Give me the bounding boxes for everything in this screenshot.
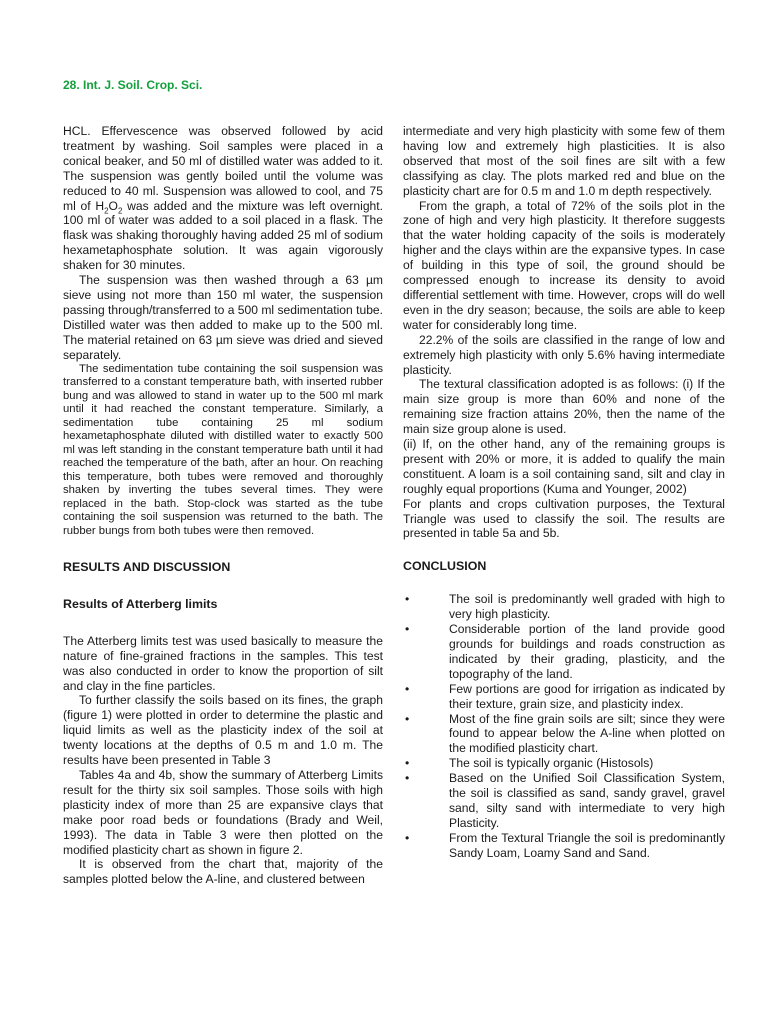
paragraph: (ii) If, on the other hand, any of the remaining groups is present with 20% or more, it is added to qualify the main constituent. A loam is a soil containing sand, silt and clay in roughly equal proportions (Kuma and Younger, 2002) [403, 437, 725, 496]
paragraph: 22.2% of the soils are classified in the range of low and extremely high plasticity with only 5.6% having intermediate plasticity. [403, 332, 725, 377]
conclusion-text: Considerable portion of the land provide good grounds for buildings and roads construction as indicated by their grading, plasticity, and the topography of the land. [449, 622, 725, 681]
conclusion-item [403, 622, 725, 682]
section-heading-conclusion: CONCLUSION [403, 559, 487, 574]
paragraph: Tables 4a and 4b, show the summary of Atterberg Limits result for the thirty six soil samples. Those soils with high plasticity index of more than 25 are expansive clays that make poor road beds or foundations (Brady and Weil, 1993). The data in Table 3 were then plotted on the modified plasticity chart as shown in figure 2. [63, 767, 383, 857]
paragraph: intermediate and very high plasticity with some few of them having low and extremely high plasticities. It is also observed that most of the soil fines are silt with a few classifying as clay. The plots marked red and blue on the plasticity chart are for 0.5 m and 1.0 m depth respectively. [403, 124, 725, 198]
running-head: 28. Int. J. Soil. Crop. Sci. [63, 78, 203, 92]
conclusion-item [403, 771, 725, 831]
paragraph: The Atterberg limits test was used basically to measure the nature of fine-grained fractions in the samples. This test was also conducted in order to know the proportion of silt and clay in the fine particles. [63, 633, 383, 693]
paragraph: The suspension was then washed through a 63 µm sieve using not more than 150 ml water, the suspension passing through/transferred to a 500 ml sedimentation tube. Distilled water was then added to make up to the 500 ml. The material retained on 63 µm sieve was dried and sieved separately. [63, 273, 384, 362]
bullet-icon: • [405, 622, 410, 637]
paragraph: The sedimentation tube containing the soil suspension was transferred to a constant temperature bath, with inserted rubber bung and was allowed to stand in water up to the 500 ml mark until it had reached the constant temperature. Similarly, a sedimentation tube containing 25 ml sodium hexametaphosphate diluted with distilled water to exactly 500 ml was left standing in the constant temperature bath until it had reached the temperature of the bath, after an hour. On reaching this temperature, both tubes were removed and thoroughly shaken by inverting the tubes several times. They were replaced in the bath. Stop-clock was started as the tube containing the soil suspension was returned to the bath. The rubber bungs from both tubes were then removed. [63, 362, 383, 537]
bullet-icon: • [405, 681, 410, 696]
paragraph: From the graph, a total of 72% of the soils plot in the zone of high and very high plasticity. It therefore suggests that the water holding capacity of the soils is moderately higher and the clays within are the expansive types. In case of building in this type of soil, the ground should be compressed enough to increase its density to avoid differential settlement with time. However, crops will do well even in the dry season; because, the soils are able to keep water for considerably long time. [403, 198, 725, 332]
conclusion-text: Most of the fine grain soils are silt; since they were found to appear below the A-line when plotted on the modified plasticity chart. [449, 711, 725, 756]
subsection-heading-atterberg: Results of Atterberg limits [63, 596, 218, 611]
bullet-icon: • [405, 711, 410, 726]
paragraph: The textural classification adopted is as follows: (i) If the main size group is more than 60% and none of the remaining size fraction attains 20%, then the name of the main size group alone is used. [403, 377, 725, 437]
conclusion-text: The soil is predominantly well graded with high to very high plasticity. [449, 592, 725, 622]
bullet-icon: • [405, 592, 410, 607]
conclusion-text: From the Textural Triangle the soil is predominantly Sandy Loam, Loamy Sand and Sand. [449, 830, 725, 860]
paragraph: HCL. Effervescence was observed followed by acid treatment by washing. Soil samples were placed in a conical beaker, and 50 ml of distilled water was added to it. The suspension was gently boiled until the volume was reduced to 40 ml. Suspension was allowed to cool, and 75 ml of $H_2O_2$ was added and the mixture was left overnight. 100 ml of water was added to a soil placed in a flask. The flask was shaking thoroughly having added 25 ml of sodium hexametaphosphate solution. It was again vigorously shaken for 30 minutes. [63, 124, 383, 273]
conclusion-item [403, 682, 725, 712]
paragraph: For plants and crops cultivation purposes, the Textural Triangle was used to classify the soil. The results are presented in table 5a and 5b. [403, 496, 725, 541]
conclusion-text: Few portions are good for irrigation as indicated by their texture, grain size, and plasticity index. [449, 681, 725, 711]
right-column [403, 124, 725, 861]
conclusion-text: The soil is typically organic (Histosols) [449, 756, 654, 771]
left-column [63, 124, 383, 887]
conclusion-item [403, 831, 725, 861]
conclusion-item [403, 712, 725, 757]
bullet-icon: • [405, 771, 410, 786]
bullet-icon: • [405, 756, 410, 771]
conclusion-item [403, 592, 725, 622]
bullet-icon: • [405, 830, 410, 845]
paragraph: To further classify the soils based on its fines, the graph (figure 1) were plotted in order to determine the plastic and liquid limits as well as the plasticity index of the soil at twenty locations at the depths of 0.5 m and 1.0 m. The results have been presented in Table 3 [63, 693, 383, 768]
paragraph: It is observed from the chart that, majority of the samples plotted below the A-line, and clustered between [63, 857, 383, 887]
conclusion-item [403, 756, 725, 771]
conclusion-list [403, 592, 725, 860]
conclusion-text: Based on the Unified Soil Classification System, the soil is classified as sand, sandy gravel, gravel sand, silty sand with intermediate to very high Plasticity. [449, 771, 725, 830]
section-heading-results: RESULTS AND DISCUSSION [63, 560, 231, 574]
